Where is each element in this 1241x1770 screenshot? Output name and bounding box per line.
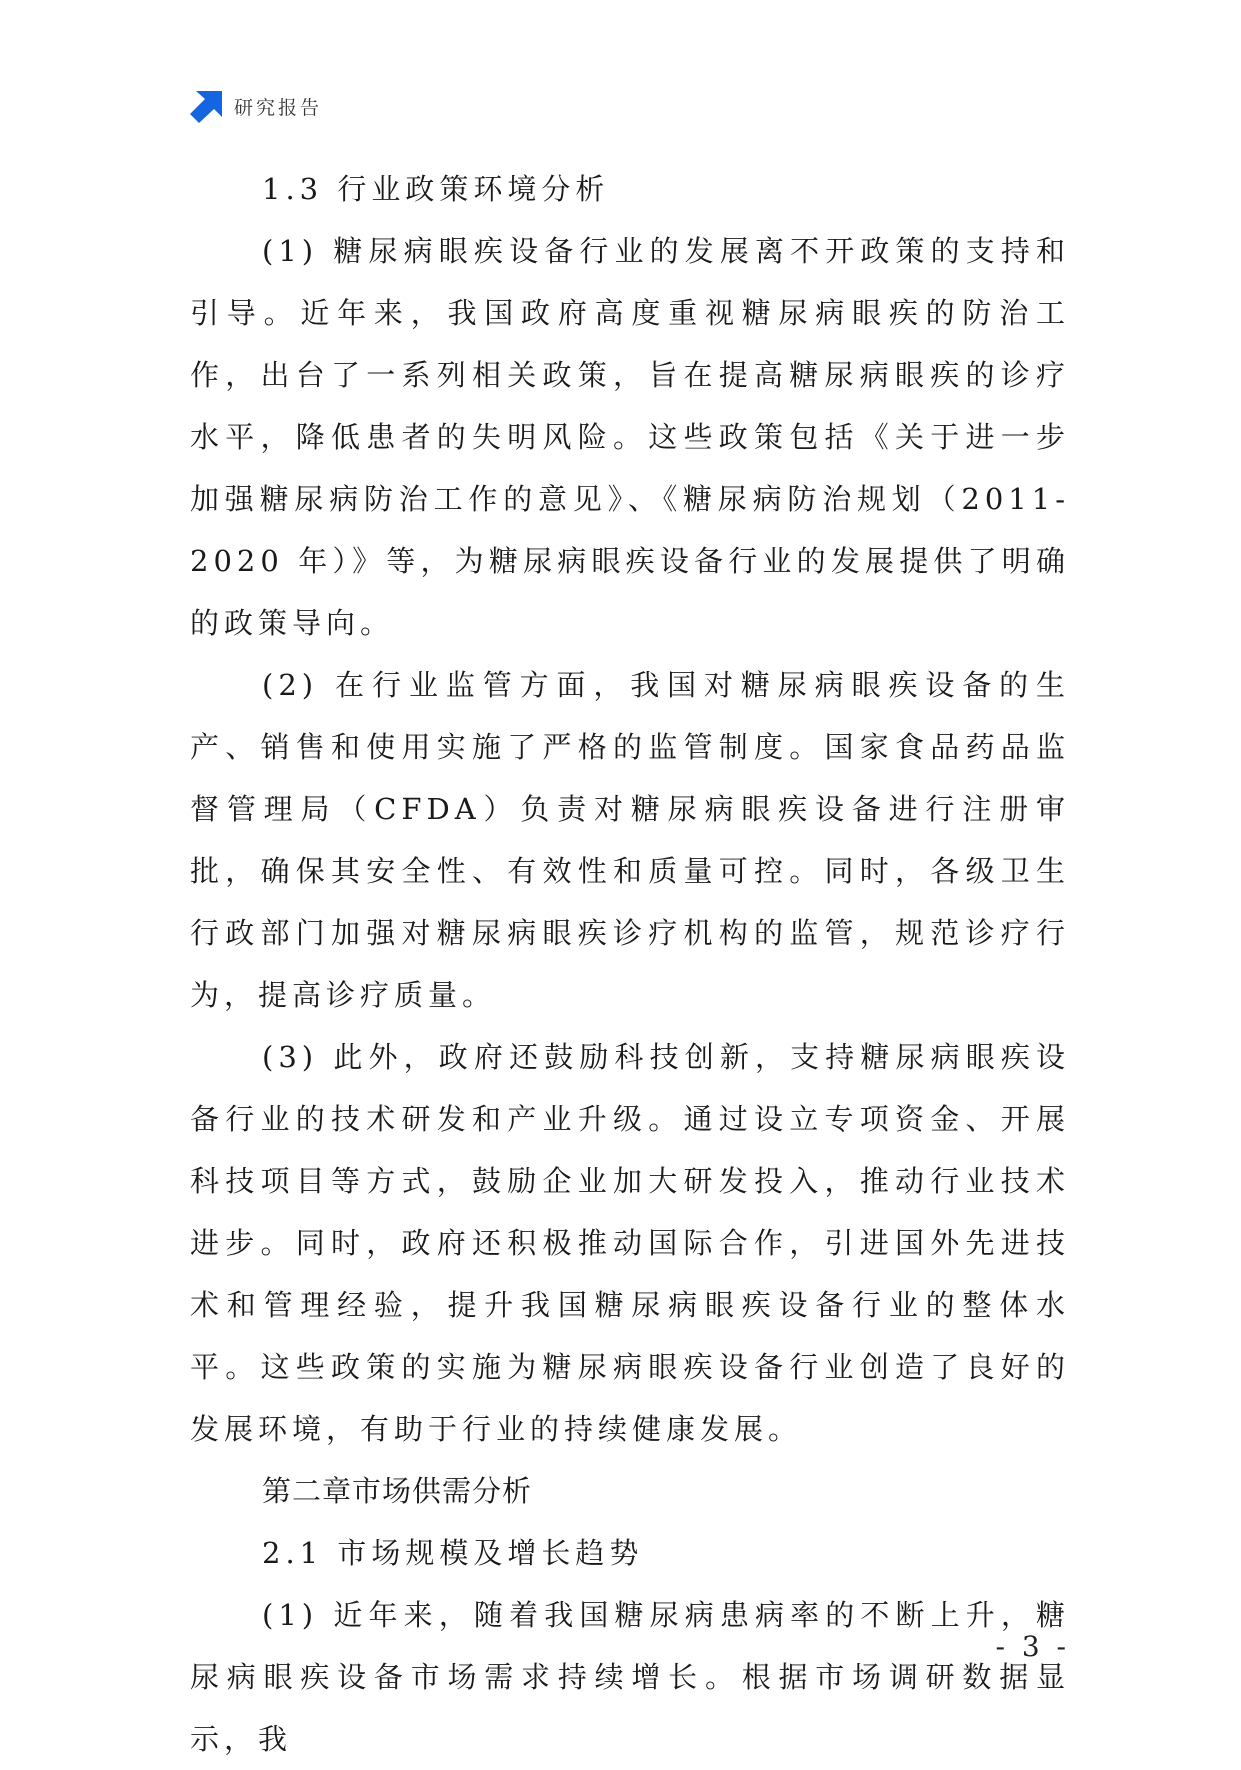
paragraph-2-1-1: (1) 近年来，随着我国糖尿病患病率的不断上升，糖尿病眼疾设备市场需求持续增长。根据市场调研数据显示，我 [190,1598,1070,1756]
document-body [190,158,1070,1770]
page-header [190,88,322,124]
section-heading-1-3: 1.3 行业政策环境分析 [262,172,610,206]
chapter-heading-2: 第二章市场供需分析 [262,1474,533,1508]
arrow-up-right-icon [190,89,224,123]
paragraph-1-3-1: (1) 糖尿病眼疾设备行业的发展离不开政策的支持和引导。近年来，我国政府高度重视糖尿病眼疾的防治工作，出台了一系列相关政策，旨在提高糖尿病眼疾的诊疗水平，降低患者的失明风险。这些政策包括《关于进一步加强糖尿病防治工作的意见》、《糖尿病防治规划（2011-2020 年）》等，为糖尿病眼疾设备行业的发展提供了明确的政策导向。 [190,234,1070,640]
page-number: - 3 - [995,1630,1070,1663]
paragraph-1-3-3: (3) 此外，政府还鼓励科技创新，支持糖尿病眼疾设备行业的技术研发和产业升级。通过设立专项资金、开展科技项目等方式，鼓励企业加大研发投入，推动行业技术进步。同时，政府还积极推动国际合作，引进国外先进技术和管理经验，提升我国糖尿病眼疾设备行业的整体水平。这些政策的实施为糖尿病眼疾设备行业创造了良好的发展环境，有助于行业的持续健康发展。 [190,1040,1070,1446]
header-label: 研究报告 [234,96,323,119]
section-heading-2-1: 2.1 市场规模及增长趋势 [262,1536,644,1570]
paragraph-1-3-2: (2) 在行业监管方面，我国对糖尿病眼疾设备的生产、销售和使用实施了严格的监管制度。国家食品药品监督管理局（CFDA）负责对糖尿病眼疾设备进行注册审批，确保其安全性、有效性和质量可控。同时，各级卫生行政部门加强对糖尿病眼疾诊疗机构的监管，规范诊疗行为，提高诊疗质量。 [190,668,1070,1012]
